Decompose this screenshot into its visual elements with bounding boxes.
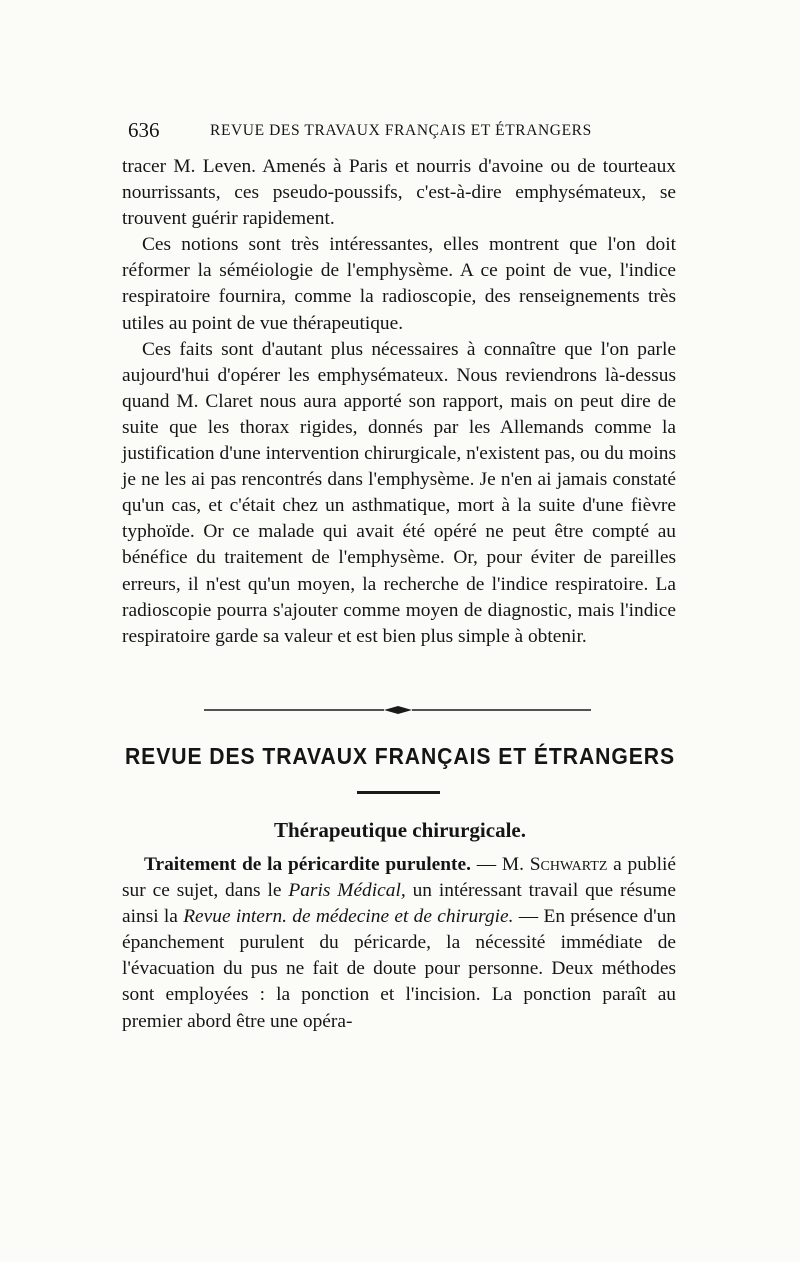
section-subheading: Thérapeutique chirurgicale. — [274, 818, 526, 842]
page-number: 636 — [128, 118, 160, 142]
journal-title: Revue intern. de médecine et de chirurgie. — [183, 906, 514, 928]
article-text: — En présence d'un épanchement purulent du péricarde, la nécessité immédiate de l'évacuation du pus ne fait de doute pour personne. Deux méthodes sont employées : la ponction et l'incision. La ponction paraît au premier abord être une opéra- — [122, 906, 676, 1032]
running-title: REVUE DES TRAVAUX FRANÇAIS ET ÉTRANGERS — [210, 122, 592, 139]
section-heading: REVUE DES TRAVAUX FRANÇAIS ET ÉTRANGERS — [124, 743, 676, 769]
continued-text — [122, 154, 676, 650]
paragraph: tracer M. Leven. Amenés à Paris et nourris d'avoine ou de tourteaux nourrissants, ces pseudo-poussifs, c'est-à-dire emphysémateux, se trouvent guérir rapidement. — [122, 156, 676, 230]
article-text: un intéressant travail que résume ainsi la — [122, 880, 676, 928]
article-paragraph — [122, 852, 676, 1035]
ornamental-divider — [204, 703, 591, 717]
author-name: Schwartz — [529, 854, 608, 875]
article-text: a publié sur ce sujet, dans le — [122, 854, 676, 902]
journal-title: Paris Médical, — [288, 880, 406, 902]
paragraph: Ces faits sont d'autant plus nécessaires à connaître que l'on parle aujourd'hui d'opérer les emphysémateux. Nous reviendrons là-dessus quand M. Claret nous aura apporté son rapport, mais on peut dire de suite que les thorax rigides, donnés par les Allemands comme la justification d'une intervention chirurgicale, n'existent pas, ou du moins je ne les ai pas rencontrés dans l'emphysème. Je n'en ai jamais constaté qu'un cas, et c'était chez un asthmatique, mort à la suite d'une fièvre typhoïde. Or ce malade qui avait été opéré ne peut être compté au bénéfice du traitement de l'emphysème. Or, pour éviter de pareilles erreurs, il n'est qu'un moyen, la recherche de l'indice respiratoire. La radioscopie pourra s'ajouter comme moyen de diagnostic, mais l'indice respiratoire garde sa valeur et est bien plus simple à obtenir. — [122, 338, 676, 647]
heading-rule — [357, 791, 440, 794]
article-title: Traitement de la péricardite purulente. — [144, 854, 471, 875]
article — [122, 852, 676, 1035]
dash: — M. — [470, 854, 530, 875]
paragraph: Ces notions sont très intéressantes, elles montrent que l'on doit réformer la séméiologie de l'emphysème. A ce point de vue, l'indice respiratoire fournira, comme la radioscopie, des renseignements très utiles au point de vue thérapeutique. — [122, 234, 676, 334]
page-header — [128, 118, 676, 144]
